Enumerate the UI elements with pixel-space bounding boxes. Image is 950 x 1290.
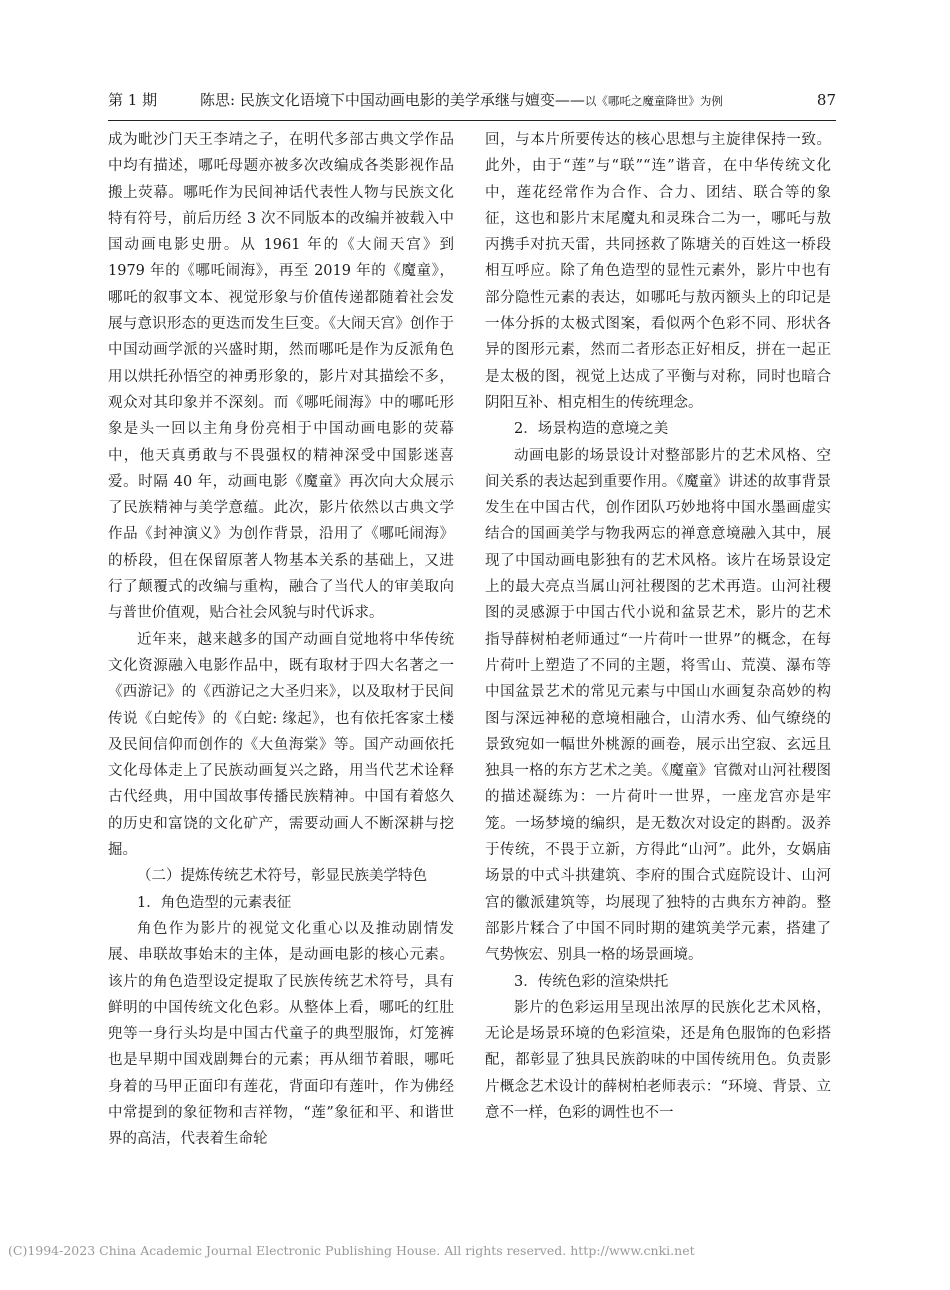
paragraph: 影片的色彩运用呈现出浓厚的民族化艺术风格，无论是场景环境的色彩渲染，还是角色服饰的色彩搭配，都彰显了独具民族韵味的中国传统用色。负责影片概念艺术设计的薛树柏老师表示：“环境、背景、立意不一样，色彩的调性也不一 (485, 999, 831, 1121)
author-title: 陈思: 民族文化语境下中国动画电影的美学承继与嬗变—— (200, 91, 585, 109)
paragraph: 成为毗沙门天王李靖之子，在明代多部古典文学作品中均有描述，哪吒母题亦被多次改编成各类影视作品搬上荧幕。哪吒作为民间神话代表性人物与民族文化特有符号，前后历经 3 次不同版本的改编并被载入中国动画电影史册。从 1961 年的《大闹天宫》到 1979 年的《哪吒闹海》，再至 2019 年的《魔童》，哪吒的叙事文本、视觉形象与价值传递都随着社会发展与意识形态的更迭而发生巨变。《大闹天宫》创作于中国动画学派的兴盛时期，然而哪吒是作为反派角色用以烘托孙悟空的神勇形象的，影片对其描绘不多，观众对其印象并不深刻。而《哪吒闹海》中的哪吒形象是头一回以主角身份亮相于中国动画电影的荧幕中，他天真勇敢与不畏强权的精神深受中国影迷喜爱。时隔 40 年，动画电影《魔童》再次向大众展示了民族精神与美学意蕴。此次，影片依然以古典文学作品《封神演义》为创作背景，沿用了《哪吒闹海》的桥段，但在保留原著人物基本关系的基础上，又进行了颠覆式的改编与重构，融合了当代人的审美取向与普世价值观，贴合社会风貌与时代诉求。 (108, 132, 454, 622)
running-header (108, 90, 836, 118)
right-column (485, 127, 831, 1126)
header-rule (108, 120, 836, 121)
paragraph: 回，与本片所要传达的核心思想与主旋律保持一致。此外，由于“莲”与“联”“连”谐音，在中华传统文化中，莲花经常作为合作、合力、团结、联合等的象征，这也和影片末尾魔丸和灵珠合二为一，哪吒与敖丙携手对抗天雷，共同拯救了陈塘关的百姓这一桥段相互呼应。除了角色造型的显性元素外，影片中也有部分隐性元素的表达，如哪吒与敖丙额头上的印记是一体分拆的太极式图案，看似两个色彩不同、形状各异的图形元素，然而二者形态正好相反，拼在一起正是太极的图，视觉上达成了平衡与对称，同时也暗合阴阳互补、相克相生的传统理念。 (485, 132, 831, 411)
left-column (108, 127, 454, 1153)
paragraph: 近年来，越来越多的国产动画自觉地将中华传统文化资源融入电影作品中，既有取材于四大名著之一《西游记》的《西游记之大圣归来》，以及取材于民间传说《白蛇传》的《白蛇: 缘起》，也有依托客家土楼及民间信仰而创作的《大鱼海棠》等。国产动画依托文化母体走上了民族动画复兴之路，用当代艺术诠释古代经典，用中国故事传播民族精神。中国有着悠久的历史和富饶的文化矿产，需要动画人不断深耕与挖掘。 (108, 631, 454, 859)
article-title (200, 90, 723, 111)
copyright-footer: (C)1994-2023 China Academic Journal Electronic Publishing House. All rights reserved. http://www.cnki.net (8, 1243, 695, 1258)
paragraph: 动画电影的场景设计对整部影片的艺术风格、空间关系的表达起到重要作用。《魔童》讲述的故事背景发生在中国古代，创作团队巧妙地将中国水墨画虚实结合的国画美学与物我两忘的禅意意境融入其中，展现了中国动画电影独有的艺术风格。该片在场景设定上的最大亮点当属山河社稷图的艺术再造。山河社稷图的灵感源于中国古代小说和盆景艺术，影片的艺术指导薛树柏老师通过“一片荷叶一世界”的概念，在每片荷叶上塑造了不同的主题，将雪山、荒漠、瀑布等中国盆景艺术的常见元素与中国山水画复杂高妙的构图与深远神秘的意境相融合，山清水秀、仙气缭绕的景致宛如一幅世外桃源的画卷，展示出空寂、玄远且独具一格的东方艺术之美。《魔童》官微对山河社稷图的描述凝练为：一片荷叶一世界，一座龙宫亦是牢笼。一场梦境的编织，是无数次对设定的斟酌。汲养于传统，不畏于立新，方得此“山河”。此外，女娲庙场景的中式斗拱建筑、李府的围合式庭院设计、山河宫的徽派建筑等，均展现了独特的古典东方神韵。整部影片糅合了中国不同时期的建筑美学元素，搭建了气势恢宏、别具一格的场景画境。 (485, 447, 831, 964)
article-subtitle: 以《哪吒之魔童降世》为例 (584, 94, 723, 108)
paragraph: 角色作为影片的视觉文化重心以及推动剧情发展、串联故事始末的主体，是动画电影的核心元素。该片的角色造型设定提取了民族传统艺术符号，具有鲜明的中国传统文化色彩。从整体上看，哪吒的红肚兜等一身行头均是中国古代童子的典型服饰，灯笼裤也是早期中国戏剧舞台的元素；再从细节着眼，哪吒身着的马甲正面印有莲花，背面印有莲叶，作为佛经中常提到的象征物和吉祥物，“莲”象征和平、和谐世界的高洁，代表着生命轮 (108, 920, 454, 1148)
subsection-heading: 3．传统色彩的渲染烘托 (514, 973, 669, 990)
issue-number: 第 1 期 (108, 91, 158, 109)
subsection-heading: 1．角色造型的元素表征 (137, 894, 292, 911)
page-number: 87 (816, 91, 836, 109)
section-heading: （二）提炼传统艺术符号，彰显民族美学特色 (137, 868, 427, 885)
subsection-heading: 2．场景构造的意境之美 (514, 421, 669, 438)
